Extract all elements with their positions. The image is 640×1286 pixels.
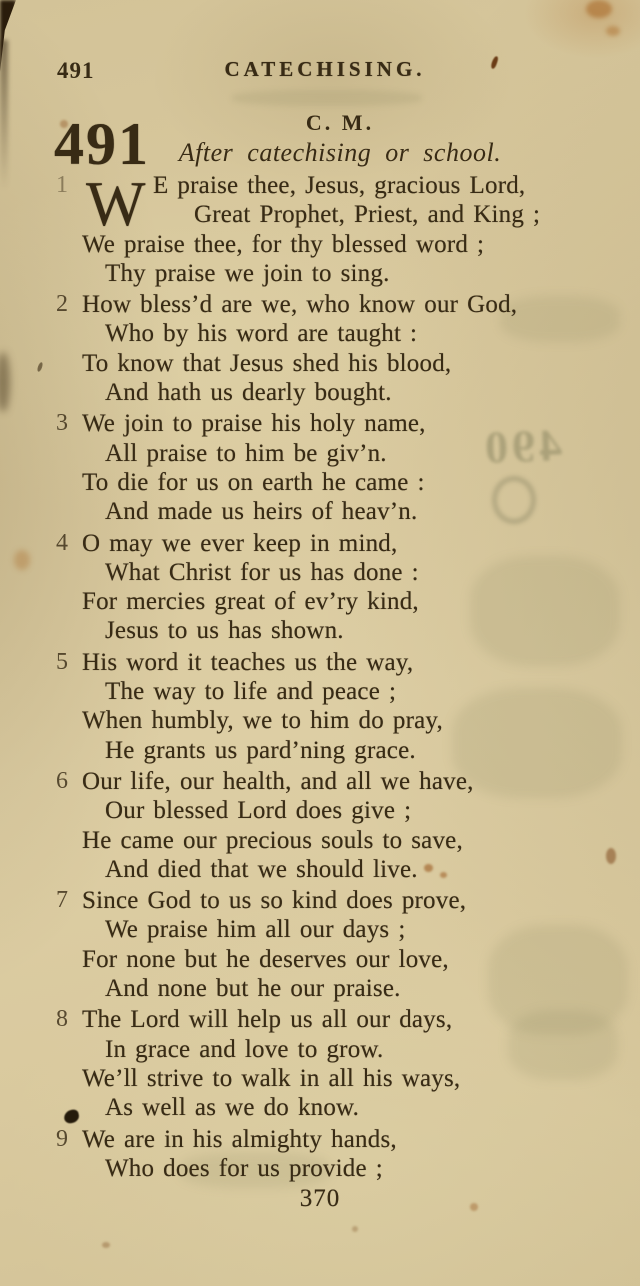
verse-line: How bless’d are we, who know our God,: [82, 291, 518, 319]
verse-line: When humbly, we to him do pray,: [82, 707, 443, 735]
verse-line: The Lord will help us all our days,: [82, 1006, 453, 1034]
paper-stain: [586, 0, 612, 18]
verse-line: Our blessed Lord does give ;: [105, 797, 412, 825]
verse-number: 6: [56, 767, 68, 794]
verse-number: 5: [56, 648, 68, 675]
verse-line: And hath us dearly bought.: [105, 379, 392, 407]
ink-speck: [36, 362, 43, 373]
verse-line: He grants us pard’ning grace.: [105, 736, 416, 764]
verse-line: For mercies great of ev’ry kind,: [82, 588, 419, 616]
hymn-text: [56, 169, 622, 1213]
verse-number: 2: [56, 291, 68, 318]
drop-cap: W: [86, 169, 144, 239]
running-head-hymn-number: 491: [57, 58, 95, 83]
verse-line: And died that we should live.: [105, 855, 418, 883]
verse-4: [56, 529, 622, 646]
verse-number: 3: [56, 410, 68, 437]
verse-8: [56, 1005, 622, 1122]
verse-9: [56, 1125, 622, 1184]
hymn-heading-center: [150, 110, 530, 168]
verse-6: [56, 767, 622, 884]
verse-line: E praise thee, Jesus, gracious Lord,: [153, 172, 526, 199]
verse-line: What Christ for us has done :: [105, 558, 419, 586]
verse-line: Since God to us so kind does prove,: [82, 887, 467, 915]
verse-line: Jesus to us has shown.: [105, 617, 344, 645]
hymn-subtitle: After catechising or school.: [178, 138, 502, 167]
verse-line: We’ll strive to walk in all his ways,: [82, 1064, 461, 1092]
paper-smudge: [0, 352, 10, 412]
verse-line: And made us heirs of heav’n.: [105, 498, 418, 526]
verse-5: [56, 648, 622, 765]
paper-stain: [606, 26, 620, 36]
verse-line: To die for us on earth he came :: [82, 468, 425, 496]
show-through-number: 490: [480, 419, 563, 473]
running-head-section-title: CATECHISING.: [224, 57, 426, 81]
hymn-meter: C. M.: [305, 110, 375, 135]
verse-line: We praise thee, for thy blessed word ;: [82, 230, 485, 258]
verse-line: In grace and love to grow.: [105, 1035, 384, 1063]
running-head: [0, 57, 640, 82]
verse-line: We are in his almighty hands,: [82, 1125, 397, 1153]
verse-2: [56, 290, 622, 407]
page-number: 370: [299, 1185, 341, 1213]
verse-line: The way to life and peace ;: [105, 678, 397, 706]
paper-stain: [352, 1226, 358, 1232]
ink-blot: [63, 1109, 80, 1125]
verse-line: O may we ever keep in mind,: [82, 529, 398, 557]
verse-line: Our life, our health, and all we have,: [82, 767, 474, 795]
verse-line: For none but he deserves our love,: [82, 945, 449, 973]
verse-line: And none but he our praise.: [105, 975, 401, 1003]
show-through-smudge: [232, 90, 422, 106]
verse-number: 4: [56, 529, 68, 556]
verse-line: We praise him all our days ;: [105, 916, 406, 944]
verse-line: To know that Jesus shed his blood,: [82, 349, 452, 377]
verse-number: 8: [56, 1006, 68, 1033]
verse-number: 9: [56, 1125, 68, 1152]
verse-number: 1: [56, 172, 68, 198]
hymn-number: 491: [54, 111, 150, 177]
paper-stain: [14, 550, 30, 570]
verse-line: Who does for us provide ;: [105, 1154, 383, 1182]
verse-line: As well as we do know.: [105, 1094, 360, 1122]
verse-7: [56, 886, 622, 1003]
verse-line: He came our precious souls to save,: [82, 826, 463, 854]
verse-line: All praise to him be giv’n.: [105, 439, 387, 467]
verse-3: [56, 409, 622, 526]
verse-line: Who by his word are taught :: [105, 320, 418, 348]
verse-line: His word it teaches us the way,: [82, 648, 414, 676]
verse-1: [56, 169, 622, 288]
verse-number: 7: [56, 887, 68, 914]
verse-line: We join to praise his holy name,: [82, 410, 426, 438]
paper-stain: [102, 1242, 110, 1248]
verse-line: Great Prophet, Priest, and King ;: [194, 201, 541, 229]
verse-line: Thy praise we join to sing.: [105, 259, 390, 287]
